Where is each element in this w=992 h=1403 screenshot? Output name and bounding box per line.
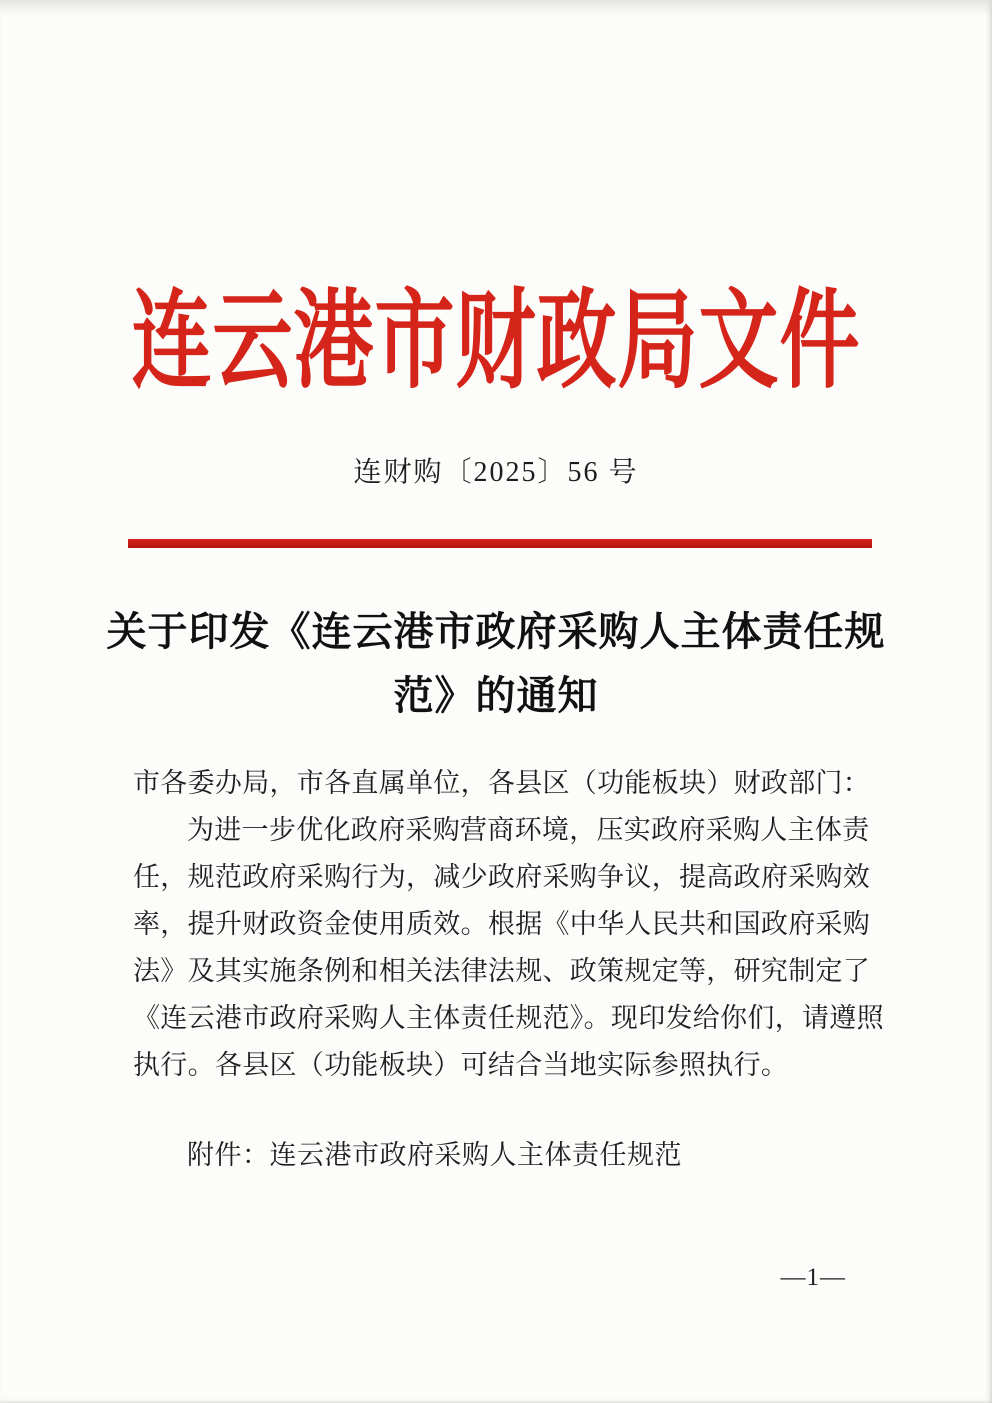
scan-edge-artifact — [0, 0, 992, 16]
document-title — [0, 600, 992, 728]
salutation-line: 市各委办局，市各直属单位，各县区（功能板块）财政部门： — [133, 768, 871, 798]
body-line: 率，提升财政资金使用质效。根据《中华人民共和国政府采购 — [133, 909, 871, 939]
document-reference-number: 连财购〔2025〕56 号 — [353, 457, 639, 488]
page-number: —1— — [780, 1264, 846, 1291]
attachment-reference-line: 附件：连云港市政府采购人主体责任规范 — [187, 1140, 682, 1170]
issuing-org-header: 连云港市财政局文件 — [131, 283, 861, 402]
body-line: 任，规范政府采购行为，减少政府采购争议，提高政府采购效 — [133, 862, 871, 892]
document-body — [133, 760, 884, 1089]
body-line: 执行。各县区（功能板块）可结合当地实际参照执行。 — [133, 1050, 789, 1080]
document-title-line-2: 范》的通知 — [393, 673, 599, 718]
body-line: 为进一步优化政府采购营商环境，压实政府采购人主体责 — [187, 815, 870, 845]
body-line: 法》及其实施条例和相关法律法规、政策规定等，研究制定了 — [133, 956, 871, 986]
red-divider-line — [128, 539, 872, 548]
body-line: 《连云港市政府采购人主体责任规范》。现印发给你们，请遵照 — [133, 1003, 884, 1033]
document-title-line-1: 关于印发《连云港市政府采购人主体责任规 — [106, 609, 886, 654]
